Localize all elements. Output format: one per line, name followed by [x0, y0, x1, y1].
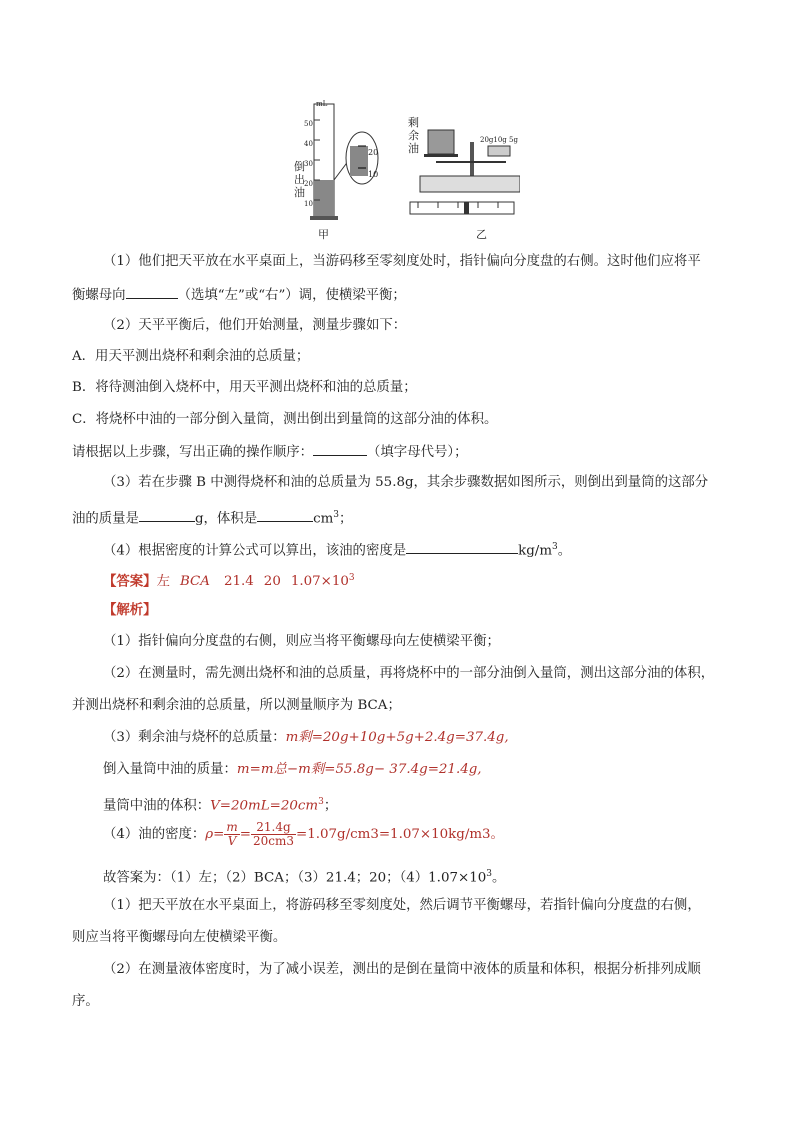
answer-blank — [126, 284, 178, 299]
explain-line-1: （1）把天平放在水平桌面上，将游码移至零刻度处，然后调节平衡螺母，若指针偏向分度盘的右侧， — [103, 898, 701, 913]
tick-label: 40 — [304, 140, 313, 148]
answer-blank — [139, 507, 195, 522]
analysis-line-2: （2）在测量时，需先测出烧杯和油的总质量，再将烧杯中的一部分油倒入量筒，测出这部分油的体积， — [103, 666, 715, 681]
frac-num: 21.4g — [251, 821, 296, 835]
cylinder-label: 倒出油 — [294, 160, 305, 199]
q1-line2-post: （选填“左”或“右”）调，使横梁平衡； — [177, 288, 406, 303]
q1-line1: （1）他们把天平放在水平桌面上，当游码移至零刻度处时，指针偏向分度盘的右侧。这时他们应将平 — [103, 254, 701, 269]
q2-step-a: A．用天平测出烧杯和剩余油的总质量； — [72, 349, 310, 364]
summary-line: 故答案为：（1）左；（2）BCA；（3）21.4；20；$(4)1.07\times 10^3$。 — [103, 869, 506, 886]
answer-blank — [406, 539, 518, 554]
q1-line2-pre: 衡螺母向 — [72, 288, 126, 303]
analysis-line-5 — [103, 760, 723, 780]
fraction-m-over-v — [224, 821, 239, 848]
graduated-cylinder — [310, 104, 338, 220]
analysis-tag — [103, 600, 723, 621]
q4-pre: （4）根据密度的计算公式可以算出，该油的密度是 — [103, 543, 407, 559]
q2-step-c: C．将烧杯中油的一部分倒入量筒，测出倒出到量筒的这部分油的体积。 — [72, 412, 498, 427]
weights-label: 20g10g 5g — [480, 136, 518, 144]
beaker-label: 剩余油 — [408, 116, 419, 155]
answer-tag: 【答案】 — [103, 573, 157, 590]
answer-blank — [257, 507, 313, 522]
answer-line: 【答案】左 BCA 21.4 20 $1.07\times 10^3$ — [103, 573, 355, 590]
experiment-figure — [294, 96, 520, 241]
q2-order — [72, 441, 692, 463]
analysis-line-5-eq: m=m总−m剩=55.8g− 37.4g=21.4g, — [236, 762, 482, 777]
answer-density: 1.07×10 — [290, 574, 349, 590]
analysis-tag-text: 【解析】 — [103, 602, 157, 618]
analysis-line-6-eq: V=20mL=20cm — [210, 798, 319, 814]
q2-step-b: B．将待测油倒入烧杯中，用天平测出烧杯和油的总质量； — [72, 380, 417, 395]
q1-line2 — [72, 284, 692, 306]
figure-caption-right: 乙 — [476, 228, 487, 241]
explain-line-4: 序。 — [72, 994, 99, 1009]
q2-intro: （2）天平平衡后，他们开始测量，测量步骤如下： — [103, 318, 407, 333]
analysis-line-1: （1）指针偏向分度盘的右侧，则应当将平衡螺母向左使横梁平衡； — [103, 634, 500, 649]
frac-den: 20cm3 — [252, 834, 294, 848]
fraction-values — [251, 821, 296, 848]
frac-num: m — [226, 820, 238, 834]
figure-caption-left: 甲 — [318, 228, 329, 241]
explain-line-2: 则应当将平衡螺母向左使横梁平衡。 — [72, 930, 287, 945]
analysis-line-4-eq: m剩=20g+10g+5g+2.4g=37.4g, — [285, 730, 509, 745]
analysis-line-7: （4）油的密度：ρ= $\frac{m}{V}$ = $\frac{21.4g}{20cm3}$ =1.07g/cm3=1.07×10kg/m3。 — [103, 820, 504, 848]
q2-order-pre: 请根据以上步骤，写出正确的操作顺序： — [72, 445, 314, 460]
analysis-line-3: 并测出烧杯和剩余油的总质量，所以测量顺序为 BCA； — [72, 698, 401, 713]
q3-line2-post: cm — [313, 511, 334, 527]
analysis-line-6-pre: 量筒中油的体积： — [103, 798, 211, 814]
analysis-line-7-pre: （4）油的密度： — [103, 827, 206, 842]
q4-post: kg/m — [518, 543, 553, 559]
q4-line: （4）根据密度的计算公式可以算出，该油的密度是 $kg/m^3$。 — [103, 537, 723, 561]
analysis-line-7-post: =1.07g/cm3=1.07×10kg/m3。 — [296, 827, 504, 842]
tick-label: 20 — [304, 180, 313, 188]
frac-den: V — [227, 834, 237, 848]
q3-line2: 油的质量是 g，体积是 $cm^3$； — [72, 505, 692, 529]
q2-order-post: （填字母代号）； — [367, 445, 468, 460]
answer-mass: 21.4 — [223, 574, 254, 590]
analysis-line-5-pre: 倒入量筒中油的质量： — [103, 762, 237, 777]
analysis-line-6: 量筒中油的体积：$V=20mL=20cm^3$； — [103, 797, 338, 814]
zoom-ticks — [368, 142, 378, 186]
tick-label: 30 — [304, 160, 313, 168]
answer-blank — [313, 441, 367, 456]
explain-line-3: （2）在测量液体密度时，为了减小误差，测出的是倒在量筒中液体的质量和体积，根据分析排列成顺 — [103, 962, 701, 977]
tick-label: 50 — [304, 120, 313, 128]
q3-line2-pre: 油的质量是 — [72, 511, 139, 527]
q3-line2-mid: g，体积是 — [194, 511, 258, 527]
density-symbol: ρ= — [205, 827, 225, 842]
answer-volume: 20 — [263, 574, 281, 590]
summary-text: 故答案为：（1）左；（2）BCA；（3）21.4；20；（4）1.07×10 — [103, 870, 487, 886]
cylinder-unit: mL — [316, 100, 328, 108]
q3-line1: （3）若在步骤 B 中测得烧杯和油的总质量为 55.8g，其余步骤数据如图所示，则倒出到量筒的这部分 — [103, 475, 709, 490]
analysis-line-4-pre: （3）剩余油与烧杯的总质量： — [103, 730, 286, 745]
answer-left: 左 — [156, 574, 170, 590]
zoom-tick-label: 10 — [368, 170, 379, 179]
analysis-line-4 — [103, 728, 723, 748]
tick-label: 10 — [304, 200, 313, 208]
answer-order: BCA — [179, 574, 210, 590]
zoom-tick-label: 20 — [368, 148, 379, 157]
